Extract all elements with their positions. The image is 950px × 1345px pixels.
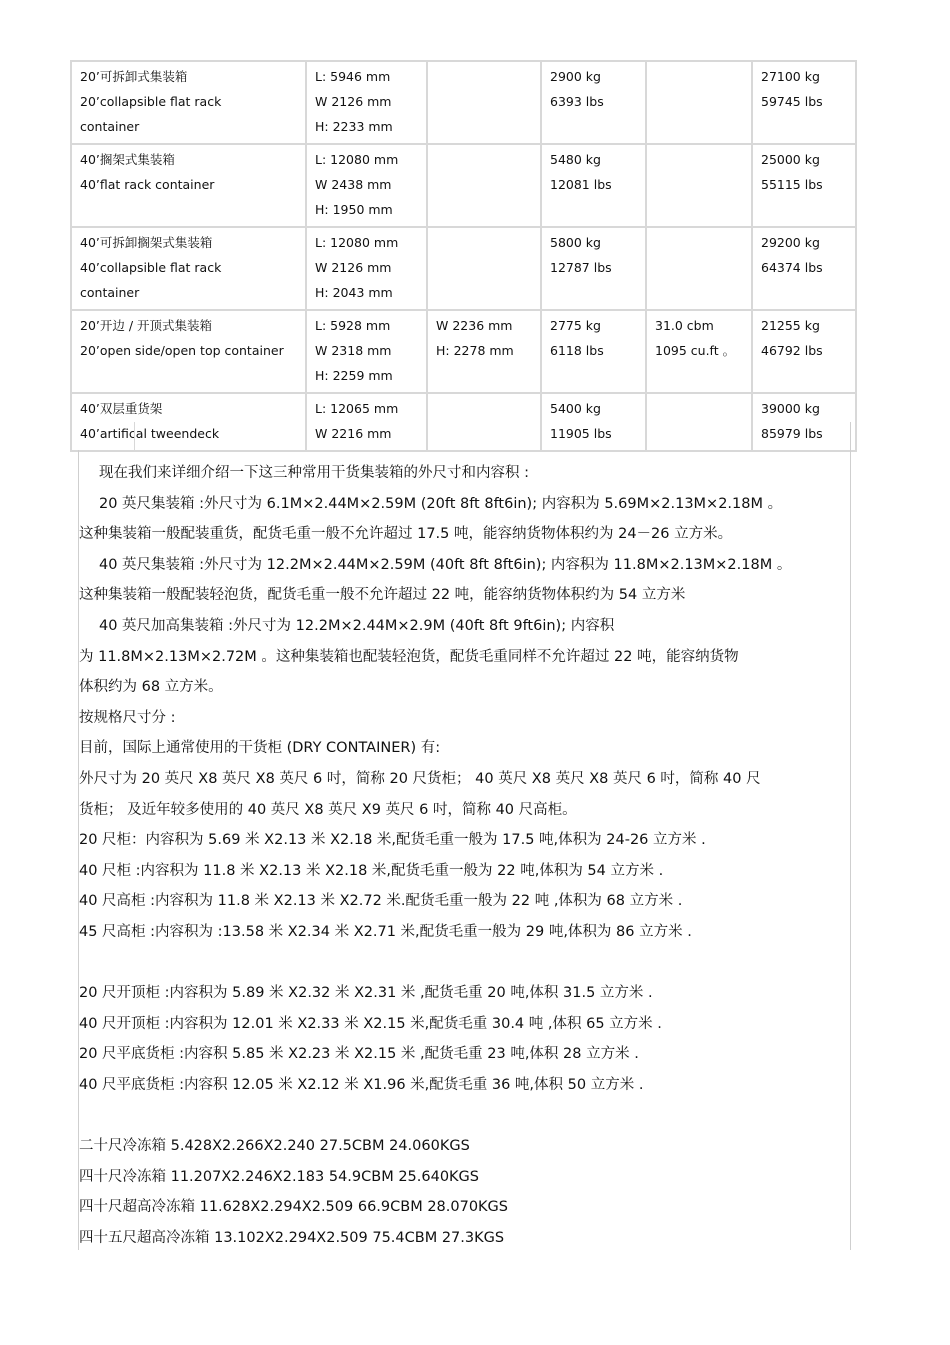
- text-line: 40 英尺加高集装箱 :外尺寸为 12.2M×2.44M×2.9M (40ft 8ft 9ft6in); 内容积: [99, 617, 615, 634]
- name-line: 40’搁架式集装箱: [80, 152, 175, 167]
- door-line: [436, 172, 532, 197]
- text-line: 货柜； 及近年较多使用的 40 英尺 X8 英尺 X9 英尺 6 吋，简称 40 尺高柜。: [79, 801, 577, 818]
- door-line: [436, 421, 532, 446]
- outer-line: L: 5946 mm: [315, 69, 391, 84]
- text-line: 40 尺开顶柜 :内容积为 12.01 米 X2.33 米 X2.15 米,配货毛重 30.4 吨 ,体积 65 立方米 .: [79, 1015, 662, 1032]
- capacity-line: [655, 197, 743, 222]
- text-line: 四十五尺超高冷冻箱 13.102X2.294X2.509 75.4CBM 27.3KGS: [79, 1229, 505, 1246]
- cell-outer: [306, 227, 427, 310]
- name-line: container: [80, 285, 140, 300]
- outer-line: H: 1950 mm: [315, 202, 393, 217]
- capacity-line: 31.0 cbm: [655, 318, 714, 333]
- tare-line: [550, 114, 637, 139]
- payload-line: 64374 lbs: [761, 260, 823, 275]
- capacity-line: [655, 89, 743, 114]
- capacity-line: 1095 cu.ft 。: [655, 343, 736, 358]
- cell-tare: [541, 393, 646, 451]
- payload-line: 25000 kg: [761, 152, 820, 167]
- name-line: 40’collapsible flat rack: [80, 260, 222, 275]
- door-line: [436, 230, 532, 255]
- cell-outer: [306, 393, 427, 451]
- door-line: [436, 147, 532, 172]
- blank-line: [79, 948, 859, 979]
- capacity-line: [655, 363, 743, 388]
- table-row: [71, 61, 856, 144]
- tare-line: 2775 kg: [550, 318, 601, 333]
- name-line: 20’collapsible flat rack: [80, 94, 222, 109]
- payload-line: 85979 lbs: [761, 426, 823, 441]
- outer-line: L: 12080 mm: [315, 235, 399, 250]
- cell-capacity: [646, 310, 752, 393]
- door-line: [436, 114, 532, 139]
- capacity-line: [655, 147, 743, 172]
- payload-line: 59745 lbs: [761, 94, 823, 109]
- text-line: 目前，国际上通常使用的干货柜 (DRY CONTAINER) 有:: [79, 740, 441, 757]
- outer-line: W 2216 mm: [315, 426, 392, 441]
- payload-line: 39000 kg: [761, 401, 820, 416]
- capacity-line: [655, 255, 743, 280]
- payload-line: 21255 kg: [761, 318, 820, 333]
- name-line: 20’open side/open top container: [80, 343, 284, 358]
- tare-line: 5800 kg: [550, 235, 601, 250]
- door-line: [436, 64, 532, 89]
- text-line: 外尺寸为 20 英尺 X8 英尺 X8 英尺 6 吋，简称 20 尺货柜； 40 英尺 X8 英尺 X8 英尺 6 吋，简称 40 尺: [79, 770, 761, 787]
- door-line: [436, 255, 532, 280]
- tare-line: 12081 lbs: [550, 177, 612, 192]
- cell-capacity: [646, 227, 752, 310]
- cell-outer: [306, 144, 427, 227]
- payload-line: 27100 kg: [761, 69, 820, 84]
- capacity-line: [655, 172, 743, 197]
- outer-line: W 2318 mm: [315, 343, 392, 358]
- text-line: 40 尺柜 :内容积为 11.8 米 X2.13 米 X2.18 米,配货毛重一般为 22 吨,体积为 54 立方米 .: [79, 862, 664, 879]
- tare-line: 5400 kg: [550, 401, 601, 416]
- outer-line: W 2126 mm: [315, 94, 392, 109]
- cell-payload: [752, 61, 856, 144]
- blank-line: [79, 1100, 859, 1131]
- cell-outer: [306, 310, 427, 393]
- payload-line: [761, 280, 847, 305]
- payload-line: 29200 kg: [761, 235, 820, 250]
- door-line: [436, 89, 532, 114]
- table-row: [71, 144, 856, 227]
- tare-line: 12787 lbs: [550, 260, 612, 275]
- tare-line: [550, 197, 637, 222]
- cell-payload: [752, 393, 856, 451]
- cell-tare: [541, 144, 646, 227]
- payload-line: 46792 lbs: [761, 343, 823, 358]
- tare-line: 6393 lbs: [550, 94, 604, 109]
- cell-name: [71, 61, 306, 144]
- container-spec-table: [70, 60, 857, 452]
- table-tail-cell: [70, 422, 135, 451]
- payload-line: [761, 197, 847, 222]
- payload-line: [761, 363, 847, 388]
- text-line: 现在我们来详细介绍一下这三种常用干货集装箱的外尺寸和内容积 :: [99, 465, 529, 481]
- outer-line: L: 12065 mm: [315, 401, 399, 416]
- outer-line: W 2438 mm: [315, 177, 392, 192]
- name-line: [80, 197, 297, 222]
- payload-line: [761, 114, 847, 139]
- cell-door: [427, 144, 541, 227]
- outer-line: H: 2043 mm: [315, 285, 393, 300]
- tare-line: [550, 280, 637, 305]
- cell-capacity: [646, 61, 752, 144]
- text-line: 20 尺开顶柜 :内容积为 5.89 米 X2.32 米 X2.31 米 ,配货毛重 20 吨,体积 31.5 立方米 .: [79, 985, 653, 1002]
- outer-line: W 2126 mm: [315, 260, 392, 275]
- table-row: [71, 393, 856, 451]
- tare-line: 2900 kg: [550, 69, 601, 84]
- cell-tare: [541, 61, 646, 144]
- tare-line: [550, 363, 637, 388]
- table-row: [71, 227, 856, 310]
- cell-door: [427, 393, 541, 451]
- cell-door: [427, 61, 541, 144]
- cell-payload: [752, 144, 856, 227]
- door-line: H: 2278 mm: [436, 343, 514, 358]
- text-line: 体积约为 68 立方米。: [79, 679, 223, 696]
- outer-line: H: 2259 mm: [315, 368, 393, 383]
- tare-line: 6118 lbs: [550, 343, 604, 358]
- cell-tare: [541, 227, 646, 310]
- capacity-line: [655, 114, 743, 139]
- capacity-line: [655, 421, 743, 446]
- name-line: 40’双层重货架: [80, 401, 163, 416]
- cell-payload: [752, 310, 856, 393]
- text-line: 四十尺超高冷冻箱 11.628X2.294X2.509 66.9CBM 28.070KGS: [79, 1199, 509, 1216]
- text-line: 20 英尺集装箱 :外尺寸为 6.1M×2.44M×2.59M (20ft 8ft 8ft6in); 内容积为 5.69M×2.13M×2.18M 。: [99, 495, 783, 512]
- name-line: container: [80, 119, 140, 134]
- text-line: 这种集装箱一般配装轻泡货，配货毛重一般不允许超过 22 吨，能容纳货物体积约为 54 立方米: [79, 587, 686, 604]
- name-line: 20’开边 / 开顶式集装箱: [80, 318, 213, 333]
- cell-payload: [752, 227, 856, 310]
- text-line: 40 英尺集装箱 :外尺寸为 12.2M×2.44M×2.59M (40ft 8ft 8ft6in); 内容积为 11.8M×2.13M×2.18M 。: [99, 556, 792, 573]
- text-line: 40 尺高柜 :内容积为 11.8 米 X2.13 米 X2.72 米.配货毛重一般为 22 吨 ,体积为 68 立方米 .: [79, 893, 683, 910]
- outer-line: L: 5928 mm: [315, 318, 391, 333]
- cell-name: [71, 144, 306, 227]
- outer-line: L: 12080 mm: [315, 152, 399, 167]
- cell-outer: [306, 61, 427, 144]
- capacity-line: [655, 230, 743, 255]
- name-line: 40’artifical tweendeck: [80, 426, 220, 441]
- door-line: [436, 280, 532, 305]
- text-line: 40 尺平底货柜 :内容积 12.05 米 X2.12 米 X1.96 米,配货毛重 36 吨,体积 50 立方米 .: [79, 1076, 644, 1093]
- name-line: 20’可拆卸式集装箱: [80, 69, 188, 84]
- capacity-line: [655, 396, 743, 421]
- outer-line: H: 2233 mm: [315, 119, 393, 134]
- table-row: [71, 310, 856, 393]
- cell-tare: [541, 310, 646, 393]
- capacity-line: [655, 280, 743, 305]
- door-line: W 2236 mm: [436, 318, 513, 333]
- text-line: 20 尺柜：内容积为 5.69 米 X2.13 米 X2.18 米,配货毛重一般为 17.5 吨,体积为 24-26 立方米 .: [79, 832, 706, 849]
- tare-line: 11905 lbs: [550, 426, 612, 441]
- text-line: 二十尺冷冻箱 5.428X2.266X2.240 27.5CBM 24.060KGS: [79, 1138, 470, 1155]
- door-line: [436, 197, 532, 222]
- body-text: [79, 458, 859, 1253]
- text-line: 按规格尺寸分 :: [79, 709, 176, 726]
- cell-door: [427, 227, 541, 310]
- name-line: [80, 363, 297, 388]
- cell-capacity: [646, 144, 752, 227]
- cell-name: [71, 310, 306, 393]
- name-line: 40’可拆卸搁架式集装箱: [80, 235, 213, 250]
- text-line: 45 尺高柜 :内容积为 :13.58 米 X2.34 米 X2.71 米,配货毛重一般为 29 吨,体积为 86 立方米 .: [79, 923, 692, 940]
- tare-line: 5480 kg: [550, 152, 601, 167]
- text-line: 为 11.8M×2.13M×2.72M 。这种集装箱也配装轻泡货，配货毛重同样不允许超过 22 吨，能容纳货物: [79, 648, 739, 665]
- payload-line: 55115 lbs: [761, 177, 823, 192]
- text-line: 这种集装箱一般配装重货，配货毛重一般不允许超过 17.5 吨，能容纳货物体积约为 24－26 立方米。: [79, 526, 733, 543]
- cell-capacity: [646, 393, 752, 451]
- text-line: 20 尺平底货柜 :内容积 5.85 米 X2.23 米 X2.15 米 ,配货毛重 23 吨,体积 28 立方米 .: [79, 1046, 639, 1063]
- cell-name: [71, 227, 306, 310]
- text-line: 四十尺冷冻箱 11.207X2.246X2.183 54.9CBM 25.640KGS: [79, 1168, 480, 1185]
- name-line: 40’flat rack container: [80, 177, 215, 192]
- cell-door: [427, 310, 541, 393]
- door-line: [436, 363, 532, 388]
- capacity-line: [655, 64, 743, 89]
- door-line: [436, 396, 532, 421]
